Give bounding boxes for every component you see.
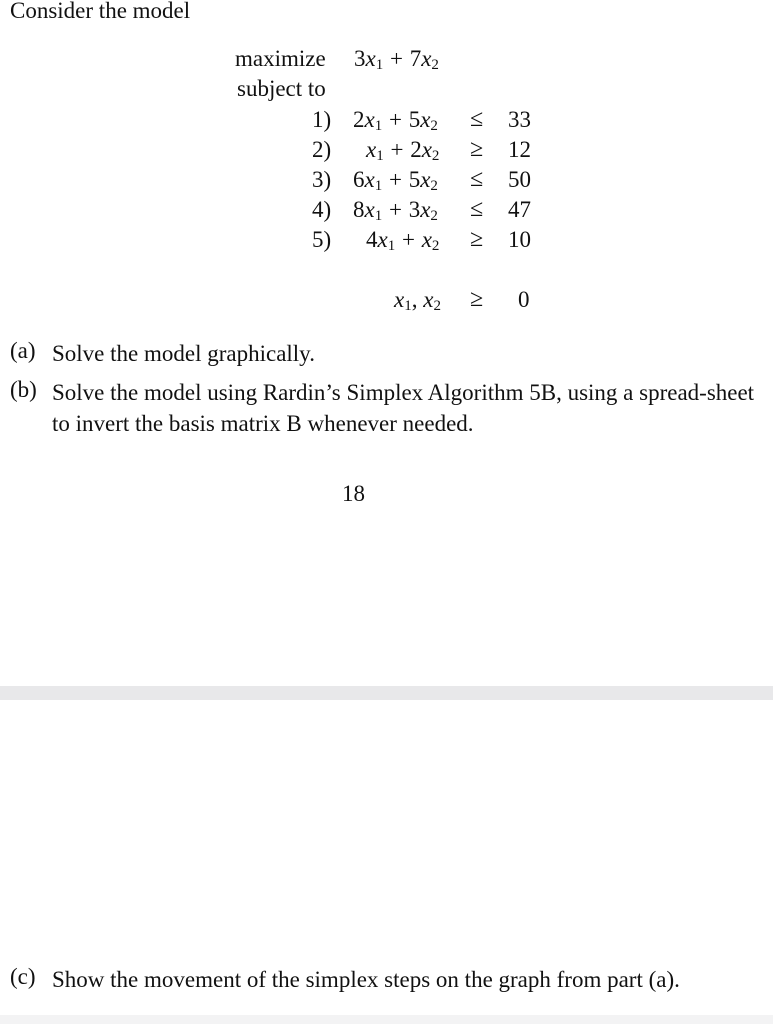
constraint-number: 5) bbox=[312, 227, 332, 252]
constraint-number: 3) bbox=[312, 167, 332, 192]
question-tag: (a) bbox=[10, 338, 36, 363]
constraint-rhs: 50 bbox=[508, 167, 531, 192]
intro-text: Consider the model bbox=[10, 0, 191, 23]
question-text: Solve the model using Rardin’s Simplex Algorithm 5B, using a spread-sheet to invert the basis matrix B whenever needed. bbox=[52, 380, 755, 436]
objective-coef-2: 7 bbox=[409, 46, 422, 71]
objective-coef-1: 3 bbox=[354, 46, 366, 71]
constraint-rhs: 12 bbox=[508, 137, 531, 162]
constraint-relation: ≤ bbox=[470, 106, 484, 132]
question-b bbox=[10, 377, 760, 441]
nonneg-relation: ≥ bbox=[470, 286, 484, 312]
constraint-lhs: $6x_1 + 5x_2$ bbox=[353, 167, 438, 194]
question-text: Show the movement of the simplex steps on the graph from part (a). bbox=[52, 967, 680, 992]
constraint-relation: ≥ bbox=[470, 226, 484, 252]
constraint-relation: ≥ bbox=[470, 136, 484, 162]
constraint-number: 4) bbox=[312, 197, 332, 222]
constraint-coef-2: 2 bbox=[410, 137, 422, 162]
question-text: Solve the model graphically. bbox=[52, 341, 315, 366]
constraint-lhs: $x_1 + 2x_2$ bbox=[366, 137, 440, 164]
question-a bbox=[10, 338, 760, 370]
constraint-coef-1: 6 bbox=[353, 167, 365, 192]
constraint-coef-2: 5 bbox=[408, 167, 421, 192]
maximize-label: maximize bbox=[235, 46, 326, 71]
constraint-relation: ≤ bbox=[470, 166, 484, 192]
subject-to-label: subject to bbox=[237, 76, 326, 101]
constraint-coef-1: 8 bbox=[353, 197, 365, 222]
constraint-coef-1: 4 bbox=[366, 227, 378, 252]
bottom-strip bbox=[0, 1015, 773, 1024]
constraint-number: 2) bbox=[312, 137, 332, 162]
constraint-lhs: $8x_1 + 3x_2$ bbox=[353, 197, 438, 224]
constraint-rhs: 33 bbox=[508, 107, 531, 132]
constraint-coef-1: 2 bbox=[353, 107, 365, 132]
page-divider bbox=[0, 686, 773, 700]
constraint-lhs: $2x_1 + 5x_2$ bbox=[353, 107, 438, 134]
constraint-lhs: $4x_1 + x_2$ bbox=[366, 227, 440, 254]
question-tag: (c) bbox=[10, 964, 36, 989]
constraint-rhs: 10 bbox=[508, 227, 531, 252]
constraint-coef-2: 3 bbox=[408, 197, 421, 222]
question-c bbox=[10, 964, 760, 996]
objective-expression: $3x_1 + 7x_2$ bbox=[354, 46, 439, 73]
page-number: 18 bbox=[342, 481, 365, 506]
constraint-relation: ≤ bbox=[470, 196, 484, 222]
question-tag: (b) bbox=[10, 377, 37, 402]
nonneg-variables: $x_1$, $x_2$ bbox=[394, 287, 441, 314]
constraint-coef-2: 5 bbox=[408, 107, 421, 132]
nonneg-rhs: 0 bbox=[518, 287, 530, 312]
constraint-number: 1) bbox=[312, 107, 332, 132]
constraint-rhs: 47 bbox=[508, 197, 531, 222]
